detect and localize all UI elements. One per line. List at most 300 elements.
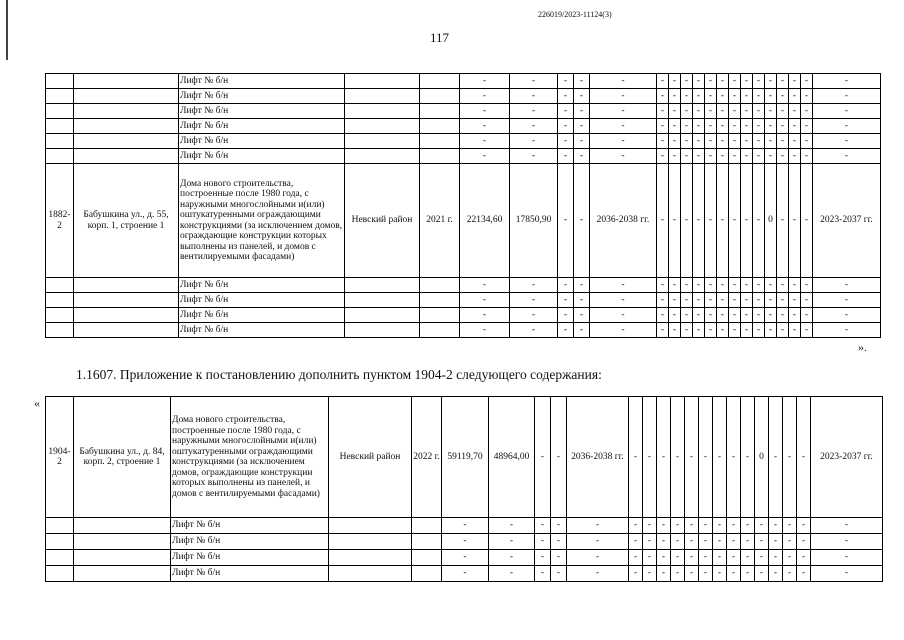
- area-total-cell: -: [442, 550, 489, 566]
- district-cell: [345, 134, 420, 149]
- entry-row-1904-2: [46, 397, 883, 518]
- area-living-cell: -: [510, 149, 558, 164]
- work-cell: -: [741, 278, 753, 293]
- work-cell: -: [713, 518, 727, 534]
- lift-row: [46, 550, 883, 566]
- page-number: 117: [430, 30, 450, 45]
- work-cell: -: [693, 323, 705, 338]
- work-cell: -: [789, 308, 801, 323]
- year-cell: [412, 534, 442, 550]
- term-cell: -: [813, 134, 881, 149]
- work-cell: -: [657, 308, 669, 323]
- period-cell: -: [567, 550, 629, 566]
- entry-work-dash: -: [693, 164, 705, 278]
- entry-year: 2021 г.: [420, 164, 460, 278]
- dash-cell: -: [574, 104, 590, 119]
- work-cell: -: [657, 119, 669, 134]
- work-cell: -: [777, 308, 789, 323]
- work-cell: -: [765, 308, 777, 323]
- entry-work-dash: -: [657, 164, 669, 278]
- work-cell: -: [717, 119, 729, 134]
- work-cell: -: [685, 550, 699, 566]
- work-cell: -: [741, 550, 755, 566]
- entry-work-dash: -: [629, 397, 643, 518]
- work-cell: -: [681, 293, 693, 308]
- work-cell: -: [693, 293, 705, 308]
- lift-label: Лифт № б/н: [171, 518, 329, 534]
- work-cell: -: [693, 119, 705, 134]
- district-cell: [329, 534, 412, 550]
- work-cell: -: [741, 293, 753, 308]
- entry-area-total: 59119,70: [442, 397, 489, 518]
- work-cell: -: [789, 278, 801, 293]
- lift-row: [46, 149, 881, 164]
- work-cell: -: [741, 134, 753, 149]
- lift-label: Лифт № б/н: [179, 308, 345, 323]
- area-total-cell: -: [460, 278, 510, 293]
- entry-work-dash: -: [797, 397, 811, 518]
- address-cell: [74, 149, 179, 164]
- work-cell: -: [753, 149, 765, 164]
- dash-cell: -: [574, 119, 590, 134]
- work-cell: -: [727, 566, 741, 582]
- year-cell: [420, 134, 460, 149]
- work-cell: -: [777, 323, 789, 338]
- area-living-cell: -: [510, 119, 558, 134]
- address-cell: [74, 518, 171, 534]
- dash-cell: -: [558, 293, 574, 308]
- term-cell: -: [813, 278, 881, 293]
- entry-work-dash: -: [783, 397, 797, 518]
- work-cell: -: [729, 89, 741, 104]
- district-cell: [345, 323, 420, 338]
- year-cell: [420, 104, 460, 119]
- entry-work-dash: -: [717, 164, 729, 278]
- work-cell: -: [693, 149, 705, 164]
- area-total-cell: -: [442, 566, 489, 582]
- term-cell: -: [813, 323, 881, 338]
- address-cell: [74, 323, 179, 338]
- entry-dash: -: [551, 397, 567, 518]
- work-cell: -: [717, 134, 729, 149]
- work-cell: -: [789, 74, 801, 89]
- work-cell: -: [769, 518, 783, 534]
- lift-label: Лифт № б/н: [171, 566, 329, 582]
- entry-address: Бабушкина ул., д. 55, корп. 1, строение 1: [74, 164, 179, 278]
- lift-label: Лифт № б/н: [179, 293, 345, 308]
- work-cell: -: [685, 518, 699, 534]
- lift-row: [46, 134, 881, 149]
- address-cell: [74, 308, 179, 323]
- work-cell: -: [801, 308, 813, 323]
- entry-description: Дома нового строительства, построенные после 1980 года, с наружными многослойными и(или) оштукатуренными ограждающими конструкциями (за исключением домов, ограждающие конструкции которых выполнены из панелей, и домов с вентилируемыми фасадами): [179, 164, 345, 278]
- dash-cell: -: [551, 550, 567, 566]
- dash-cell: -: [574, 74, 590, 89]
- area-total-cell: -: [460, 149, 510, 164]
- work-cell: -: [777, 104, 789, 119]
- area-living-cell: -: [510, 104, 558, 119]
- entry-row-1882-2: [46, 164, 881, 278]
- work-cell: -: [801, 134, 813, 149]
- work-cell: -: [729, 293, 741, 308]
- work-cell: -: [713, 534, 727, 550]
- entry-dash: -: [558, 164, 574, 278]
- entry-number: 1904-2: [46, 397, 74, 518]
- work-cell: -: [727, 550, 741, 566]
- work-cell: -: [789, 323, 801, 338]
- work-cell: -: [753, 134, 765, 149]
- lift-row: [46, 119, 881, 134]
- work-cell: -: [705, 104, 717, 119]
- work-cell: -: [669, 119, 681, 134]
- year-cell: [420, 149, 460, 164]
- year-cell: [420, 89, 460, 104]
- entry-work-dash: -: [705, 164, 717, 278]
- district-cell: [345, 104, 420, 119]
- work-cell: -: [681, 278, 693, 293]
- lift-label: Лифт № б/н: [179, 74, 345, 89]
- num-cell: [46, 134, 74, 149]
- work-cell: -: [777, 119, 789, 134]
- work-cell: -: [657, 149, 669, 164]
- dash-cell: -: [535, 534, 551, 550]
- address-cell: [74, 534, 171, 550]
- period-cell: -: [590, 74, 657, 89]
- entry-term: 2023-2037 гг.: [811, 397, 883, 518]
- term-cell: -: [811, 518, 883, 534]
- address-cell: [74, 74, 179, 89]
- work-cell: -: [729, 134, 741, 149]
- entry-work-dash: -: [669, 164, 681, 278]
- dash-cell: -: [574, 89, 590, 104]
- work-cell: -: [699, 566, 713, 582]
- area-total-cell: -: [460, 323, 510, 338]
- work-cell: -: [801, 74, 813, 89]
- area-total-cell: -: [460, 293, 510, 308]
- dash-cell: -: [558, 119, 574, 134]
- dash-cell: -: [558, 74, 574, 89]
- work-cell: -: [657, 566, 671, 582]
- area-living-cell: -: [510, 308, 558, 323]
- year-cell: [420, 293, 460, 308]
- dash-cell: -: [558, 149, 574, 164]
- work-cell: -: [671, 566, 685, 582]
- work-cell: -: [801, 119, 813, 134]
- work-cell: -: [769, 534, 783, 550]
- work-cell: -: [671, 550, 685, 566]
- lift-row: [46, 104, 881, 119]
- num-cell: [46, 550, 74, 566]
- work-cell: -: [801, 149, 813, 164]
- term-cell: -: [813, 89, 881, 104]
- document-id: 226019/2023-11124(3): [538, 10, 612, 19]
- entry-work-dash: -: [729, 164, 741, 278]
- term-cell: -: [811, 566, 883, 582]
- dash-cell: -: [535, 550, 551, 566]
- work-cell: -: [797, 566, 811, 582]
- dash-cell: -: [574, 134, 590, 149]
- work-cell: -: [681, 89, 693, 104]
- work-cell: -: [729, 323, 741, 338]
- scan-edge-mark: [6, 0, 8, 60]
- work-cell: -: [789, 134, 801, 149]
- work-cell: -: [765, 278, 777, 293]
- entry-work-dash: -: [681, 164, 693, 278]
- work-cell: -: [669, 134, 681, 149]
- work-cell: -: [753, 119, 765, 134]
- entry-work-dash: -: [643, 397, 657, 518]
- work-cell: -: [729, 119, 741, 134]
- work-cell: -: [801, 278, 813, 293]
- work-cell: -: [705, 293, 717, 308]
- num-cell: [46, 518, 74, 534]
- work-cell: -: [669, 104, 681, 119]
- work-cell: -: [681, 104, 693, 119]
- entry-number: 1882-2: [46, 164, 74, 278]
- work-cell: -: [657, 104, 669, 119]
- work-cell: -: [717, 104, 729, 119]
- area-living-cell: -: [489, 566, 535, 582]
- district-cell: [345, 74, 420, 89]
- work-cell: -: [657, 134, 669, 149]
- entry-description: Дома нового строительства, построенные после 1980 года, с наружными многослойными и(или) оштукатуренными ограждающими конструкциями (за исключением домов, ограждающие конструкции которых выполнены из панелей, и домов с вентилируемыми фасадами): [171, 397, 329, 518]
- entry-work-dash: -: [685, 397, 699, 518]
- period-cell: -: [590, 308, 657, 323]
- work-cell: -: [769, 550, 783, 566]
- entry-dash: -: [574, 164, 590, 278]
- period-cell: -: [567, 518, 629, 534]
- dash-cell: -: [558, 308, 574, 323]
- entry-work-dash: -: [727, 397, 741, 518]
- work-cell: -: [727, 518, 741, 534]
- work-cell: -: [777, 293, 789, 308]
- dash-cell: -: [574, 278, 590, 293]
- dash-cell: -: [551, 518, 567, 534]
- address-cell: [74, 104, 179, 119]
- work-cell: -: [741, 74, 753, 89]
- lift-label: Лифт № б/н: [179, 278, 345, 293]
- work-cell: -: [729, 104, 741, 119]
- work-cell: -: [783, 550, 797, 566]
- work-cell: -: [699, 518, 713, 534]
- work-cell: -: [777, 134, 789, 149]
- work-cell: -: [789, 89, 801, 104]
- period-cell: -: [567, 534, 629, 550]
- work-cell: -: [783, 534, 797, 550]
- work-cell: -: [717, 323, 729, 338]
- work-cell: -: [741, 534, 755, 550]
- entry-work-dash: -: [699, 397, 713, 518]
- work-cell: -: [729, 149, 741, 164]
- period-cell: -: [590, 323, 657, 338]
- work-cell: -: [789, 119, 801, 134]
- work-cell: -: [801, 104, 813, 119]
- work-cell: -: [717, 89, 729, 104]
- entry-work-dash: -: [769, 397, 783, 518]
- dash-cell: -: [535, 566, 551, 582]
- period-cell: -: [590, 104, 657, 119]
- district-cell: [345, 278, 420, 293]
- year-cell: [412, 566, 442, 582]
- work-cell: -: [713, 550, 727, 566]
- dash-cell: -: [558, 134, 574, 149]
- work-cell: -: [755, 550, 769, 566]
- work-cell: -: [765, 89, 777, 104]
- area-living-cell: -: [510, 293, 558, 308]
- dash-cell: -: [574, 293, 590, 308]
- work-cell: -: [669, 278, 681, 293]
- work-cell: -: [669, 308, 681, 323]
- area-living-cell: -: [489, 518, 535, 534]
- work-cell: -: [693, 308, 705, 323]
- entry-work-dash: -: [753, 164, 765, 278]
- work-cell: -: [643, 550, 657, 566]
- area-total-cell: -: [442, 518, 489, 534]
- year-cell: [420, 74, 460, 89]
- work-cell: -: [729, 278, 741, 293]
- work-cell: -: [681, 134, 693, 149]
- term-cell: -: [813, 119, 881, 134]
- lift-label: Лифт № б/н: [179, 104, 345, 119]
- work-cell: -: [755, 518, 769, 534]
- work-cell: -: [643, 518, 657, 534]
- entry-district: Невский район: [345, 164, 420, 278]
- work-cell: -: [669, 149, 681, 164]
- entry-zero: 0: [755, 397, 769, 518]
- dash-cell: -: [558, 278, 574, 293]
- work-cell: -: [699, 550, 713, 566]
- work-cell: -: [789, 104, 801, 119]
- entry-zero: 0: [765, 164, 777, 278]
- work-cell: -: [681, 323, 693, 338]
- work-cell: -: [777, 149, 789, 164]
- entry-work-dash: -: [741, 397, 755, 518]
- work-cell: -: [753, 278, 765, 293]
- closing-quote: ».: [858, 340, 867, 354]
- work-cell: -: [629, 518, 643, 534]
- work-cell: -: [705, 308, 717, 323]
- address-cell: [74, 550, 171, 566]
- work-cell: -: [657, 89, 669, 104]
- work-cell: -: [755, 534, 769, 550]
- work-cell: -: [789, 149, 801, 164]
- work-cell: -: [789, 293, 801, 308]
- work-cell: -: [643, 566, 657, 582]
- address-cell: [74, 278, 179, 293]
- num-cell: [46, 323, 74, 338]
- work-cell: -: [765, 104, 777, 119]
- work-cell: -: [693, 74, 705, 89]
- work-cell: -: [753, 293, 765, 308]
- num-cell: [46, 308, 74, 323]
- district-cell: [329, 518, 412, 534]
- lift-row: [46, 89, 881, 104]
- work-cell: -: [705, 89, 717, 104]
- work-cell: -: [801, 89, 813, 104]
- area-living-cell: -: [489, 534, 535, 550]
- term-cell: -: [813, 104, 881, 119]
- work-cell: -: [797, 550, 811, 566]
- dash-cell: -: [558, 89, 574, 104]
- lift-label: Лифт № б/н: [171, 550, 329, 566]
- work-cell: -: [705, 134, 717, 149]
- term-cell: -: [813, 293, 881, 308]
- year-cell: [412, 518, 442, 534]
- lift-row: [46, 308, 881, 323]
- work-cell: -: [717, 278, 729, 293]
- lift-label: Лифт № б/н: [179, 119, 345, 134]
- work-cell: -: [657, 550, 671, 566]
- work-cell: -: [669, 323, 681, 338]
- work-cell: -: [765, 119, 777, 134]
- year-cell: [420, 323, 460, 338]
- entry-work-dash: -: [713, 397, 727, 518]
- dash-cell: -: [535, 518, 551, 534]
- num-cell: [46, 278, 74, 293]
- area-living-cell: -: [510, 134, 558, 149]
- num-cell: [46, 104, 74, 119]
- work-cell: -: [657, 74, 669, 89]
- lift-row: [46, 566, 883, 582]
- work-cell: -: [753, 323, 765, 338]
- lift-label: Лифт № б/н: [179, 134, 345, 149]
- lift-row: [46, 293, 881, 308]
- work-cell: -: [671, 518, 685, 534]
- entry-period: 2036-2038 гг.: [590, 164, 657, 278]
- register-table-1: [45, 73, 881, 338]
- num-cell: [46, 74, 74, 89]
- dash-cell: -: [574, 149, 590, 164]
- num-cell: [46, 534, 74, 550]
- work-cell: -: [727, 534, 741, 550]
- work-cell: -: [741, 308, 753, 323]
- year-cell: [420, 278, 460, 293]
- work-cell: -: [681, 74, 693, 89]
- address-cell: [74, 89, 179, 104]
- term-cell: -: [811, 550, 883, 566]
- entry-dash: -: [535, 397, 551, 518]
- lift-label: Лифт № б/н: [171, 534, 329, 550]
- entry-area-total: 22134,60: [460, 164, 510, 278]
- work-cell: -: [681, 308, 693, 323]
- work-cell: -: [753, 89, 765, 104]
- opening-quote: «: [34, 396, 40, 410]
- lift-label: Лифт № б/н: [179, 89, 345, 104]
- work-cell: -: [717, 293, 729, 308]
- entry-work-dash: -: [741, 164, 753, 278]
- entry-address: Бабушкина ул., д. 84, корп. 2, строение 1: [74, 397, 171, 518]
- lift-label: Лифт № б/н: [179, 323, 345, 338]
- term-cell: -: [811, 534, 883, 550]
- work-cell: -: [797, 518, 811, 534]
- dash-cell: -: [574, 308, 590, 323]
- area-total-cell: -: [460, 134, 510, 149]
- lift-row: [46, 278, 881, 293]
- dash-cell: -: [558, 104, 574, 119]
- work-cell: -: [713, 566, 727, 582]
- work-cell: -: [699, 534, 713, 550]
- district-cell: [345, 293, 420, 308]
- entry-term: 2023-2037 гг.: [813, 164, 881, 278]
- work-cell: -: [685, 566, 699, 582]
- work-cell: -: [705, 323, 717, 338]
- work-cell: -: [669, 89, 681, 104]
- district-cell: [329, 566, 412, 582]
- work-cell: -: [671, 534, 685, 550]
- area-living-cell: -: [510, 89, 558, 104]
- entry-area-living: 48964,00: [489, 397, 535, 518]
- lift-row: [46, 323, 881, 338]
